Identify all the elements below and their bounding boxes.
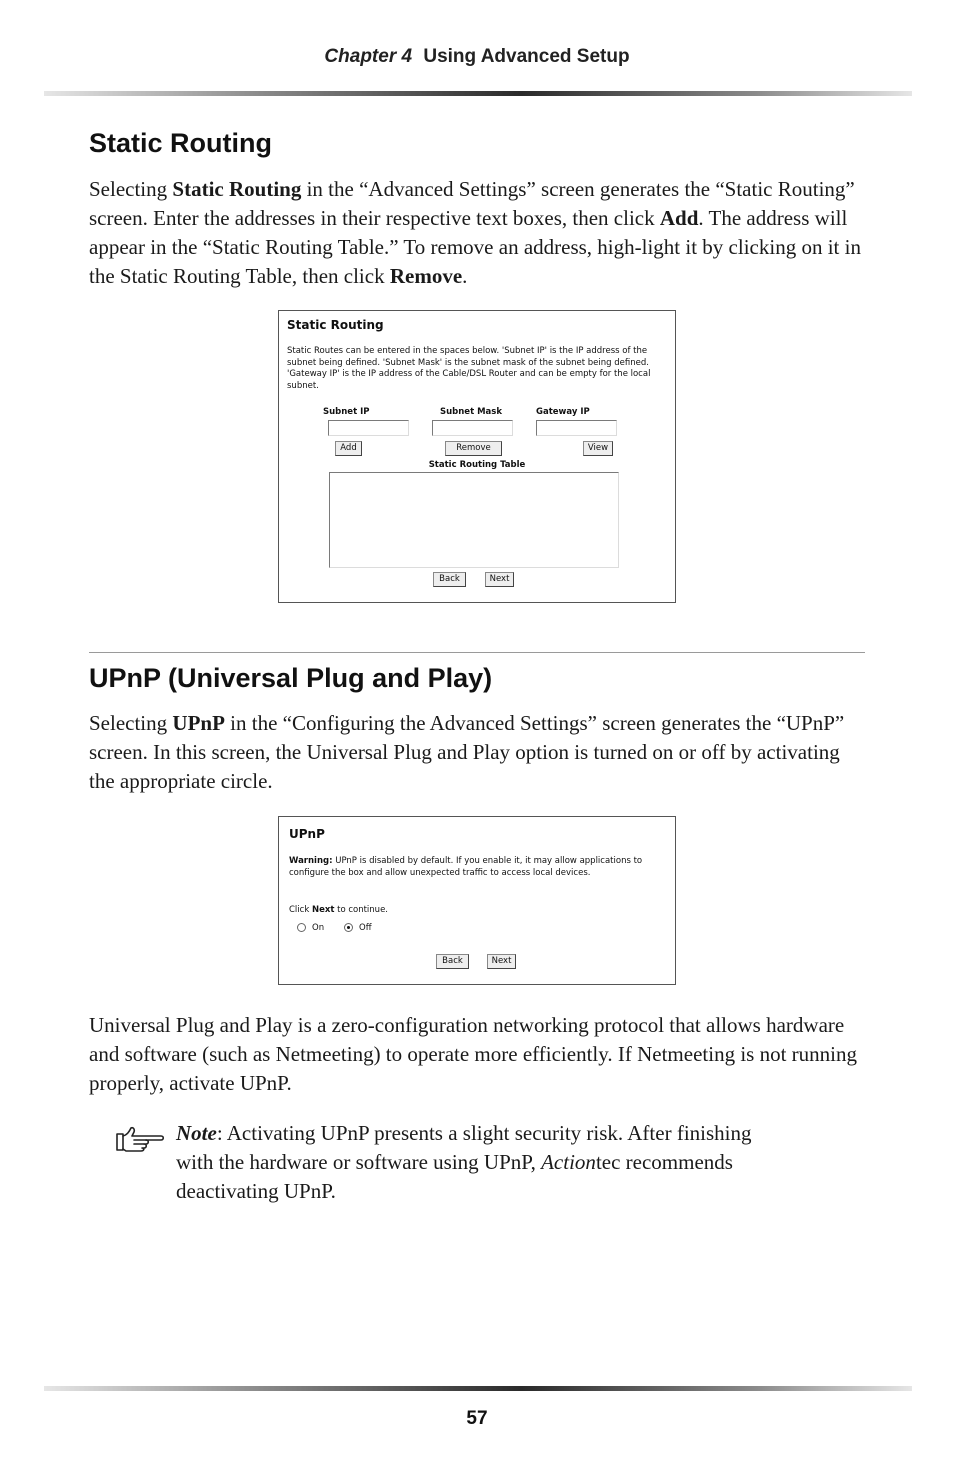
screen-title: UPnP [289, 827, 325, 841]
footer-rule [44, 1386, 912, 1391]
note-text: Note: Activating UPnP presents a slight security risk. After finishing with the hardware or software using UPnP, Actiontec recommends deactivating UPnP. [176, 1121, 752, 1203]
subnet-ip-label: Subnet IP [323, 407, 370, 417]
next-button[interactable]: Next [485, 572, 514, 587]
chapter-number: Chapter 4 [324, 46, 413, 67]
continue-instruction: Click Next to continue. [289, 905, 389, 915]
screen-description: Static Routes can be entered in the spaces below. 'Subnet IP' is the IP address of the subnet being defined. 'Subnet Mask' is the subnet mask of the subnet being defined. 'Gateway IP' is the IP address of the Cable/DSL Router and can be empty for the local subnet. [287, 346, 651, 391]
chapter-title: Using Advanced Setup [423, 46, 630, 67]
running-header [0, 46, 954, 68]
back-button[interactable]: Back [436, 954, 469, 969]
upnp-on-label: On [312, 923, 325, 933]
next-button[interactable]: Next [487, 954, 516, 969]
page-number: 57 [466, 1408, 488, 1429]
upnp-off-radio[interactable] [344, 923, 353, 932]
warning-label: Warning: [289, 856, 333, 866]
back-button[interactable]: Back [433, 572, 466, 587]
gateway-ip-label: Gateway IP [536, 407, 590, 417]
gateway-ip-input[interactable] [536, 420, 617, 436]
pointing-hand-icon [114, 1124, 170, 1154]
upnp-on-radio[interactable] [297, 923, 306, 932]
subnet-mask-label: Subnet Mask [440, 407, 503, 417]
upnp-off-label: Off [359, 923, 372, 933]
upnp-heading: UPnP (Universal Plug and Play) [89, 663, 493, 693]
remove-button[interactable]: Remove [445, 441, 502, 456]
upnp-description: Universal Plug and Play is a zero-configuration networking protocol that allows hardware and software (such as Netmeeting) to operate more efficiently. If Netmeeting is not running properly, activate UPnP. [89, 1013, 857, 1095]
header-rule [44, 91, 912, 96]
subnet-mask-input[interactable] [432, 420, 513, 436]
static-routing-table[interactable] [329, 472, 619, 568]
upnp-paragraph: Selecting UPnP in the “Configuring the Advanced Settings” screen generates the “UPnP” screen. In this screen, the Universal Plug and Play option is turned on or off by activating the appropriate circle. [89, 711, 845, 793]
static-routing-paragraph: Selecting Static Routing in the “Advanced Settings” screen generates the “Static Routing” screen. Enter the addresses in their respective text boxes, then click Add. The address will appear in the “Static Routing Table.” To remove an address, high-light it by clicking on it in the Static Routing Table, then click Remove. [89, 177, 861, 288]
note-label: Note [176, 1121, 217, 1145]
screen-title: Static Routing [287, 318, 384, 332]
routing-table-label: Static Routing Table [428, 460, 526, 470]
upnp-warning: Warning: UPnP is disabled by default. If you enable it, it may allow applications to configure the box and allow unexpected traffic to access local devices. [289, 856, 643, 878]
subnet-ip-input[interactable] [328, 420, 409, 436]
view-button[interactable]: View [583, 441, 613, 456]
static-routing-heading: Static Routing [89, 128, 272, 158]
section-divider [89, 652, 865, 653]
static-routing-screenshot [278, 310, 676, 603]
upnp-screenshot [278, 816, 676, 985]
add-button[interactable]: Add [335, 441, 362, 456]
